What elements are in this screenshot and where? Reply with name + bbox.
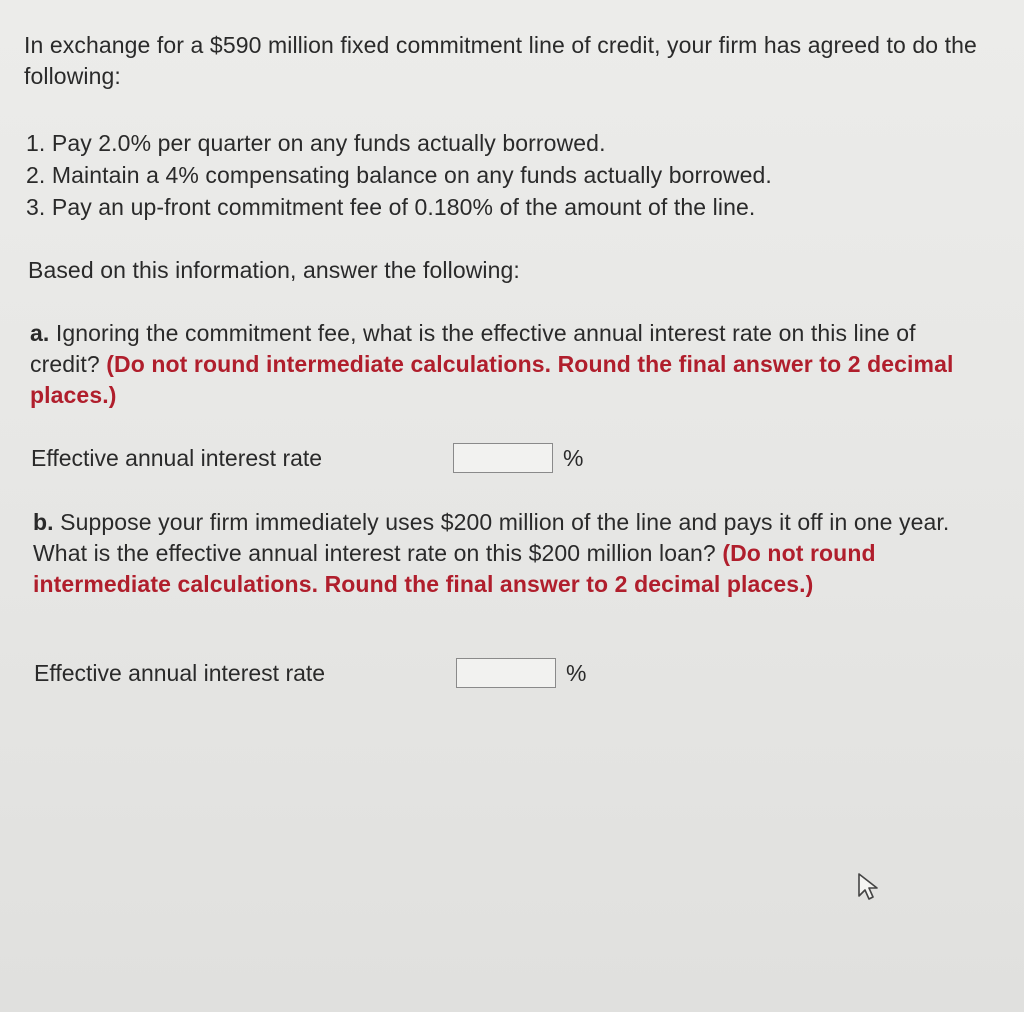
part-a-percent-unit: % (563, 444, 584, 471)
part-b-answer-input[interactable] (456, 658, 556, 688)
part-b-question (33, 507, 973, 600)
part-b-letter: b. (33, 509, 54, 535)
part-a-answer-label: Effective annual interest rate (31, 444, 323, 471)
part-b-question-text: Suppose your firm immediately uses $200 million of the line and pays it off in one year. What is the effective annual interest rate on this $200 million loan? (33, 509, 950, 566)
part-a-instruction: (Do not round intermediate calculations. Round the final answer to 2 decimal places.) (30, 351, 954, 408)
intro-text: In exchange for a $590 million fixed commitment line of credit, your firm has agreed to do the following: (24, 32, 977, 89)
terms-list (26, 128, 986, 224)
part-a-answer-row (31, 443, 583, 473)
mouse-pointer-icon (856, 872, 882, 902)
part-a-answer-input[interactable] (453, 443, 553, 473)
list-item: 3. Pay an up-front commitment fee of 0.180% of the amount of the line. (26, 194, 756, 220)
list-item: 1. Pay 2.0% per quarter on any funds actually borrowed. (26, 130, 606, 156)
part-b-answer-label: Effective annual interest rate (34, 659, 326, 686)
part-b-answer-row (34, 658, 586, 688)
based-on-text: Based on this information, answer the following: (28, 257, 520, 283)
list-item: 2. Maintain a 4% compensating balance on any funds actually borrowed. (26, 162, 772, 188)
part-a-question-text: Ignoring the commitment fee, what is the effective annual interest rate on this line of credit? (30, 320, 916, 377)
part-b-instruction: (Do not round intermediate calculations. Round the final answer to 2 decimal places.) (33, 540, 876, 597)
part-a-letter: a. (30, 320, 50, 346)
part-b-percent-unit: % (566, 659, 587, 686)
part-a-question (30, 318, 970, 411)
